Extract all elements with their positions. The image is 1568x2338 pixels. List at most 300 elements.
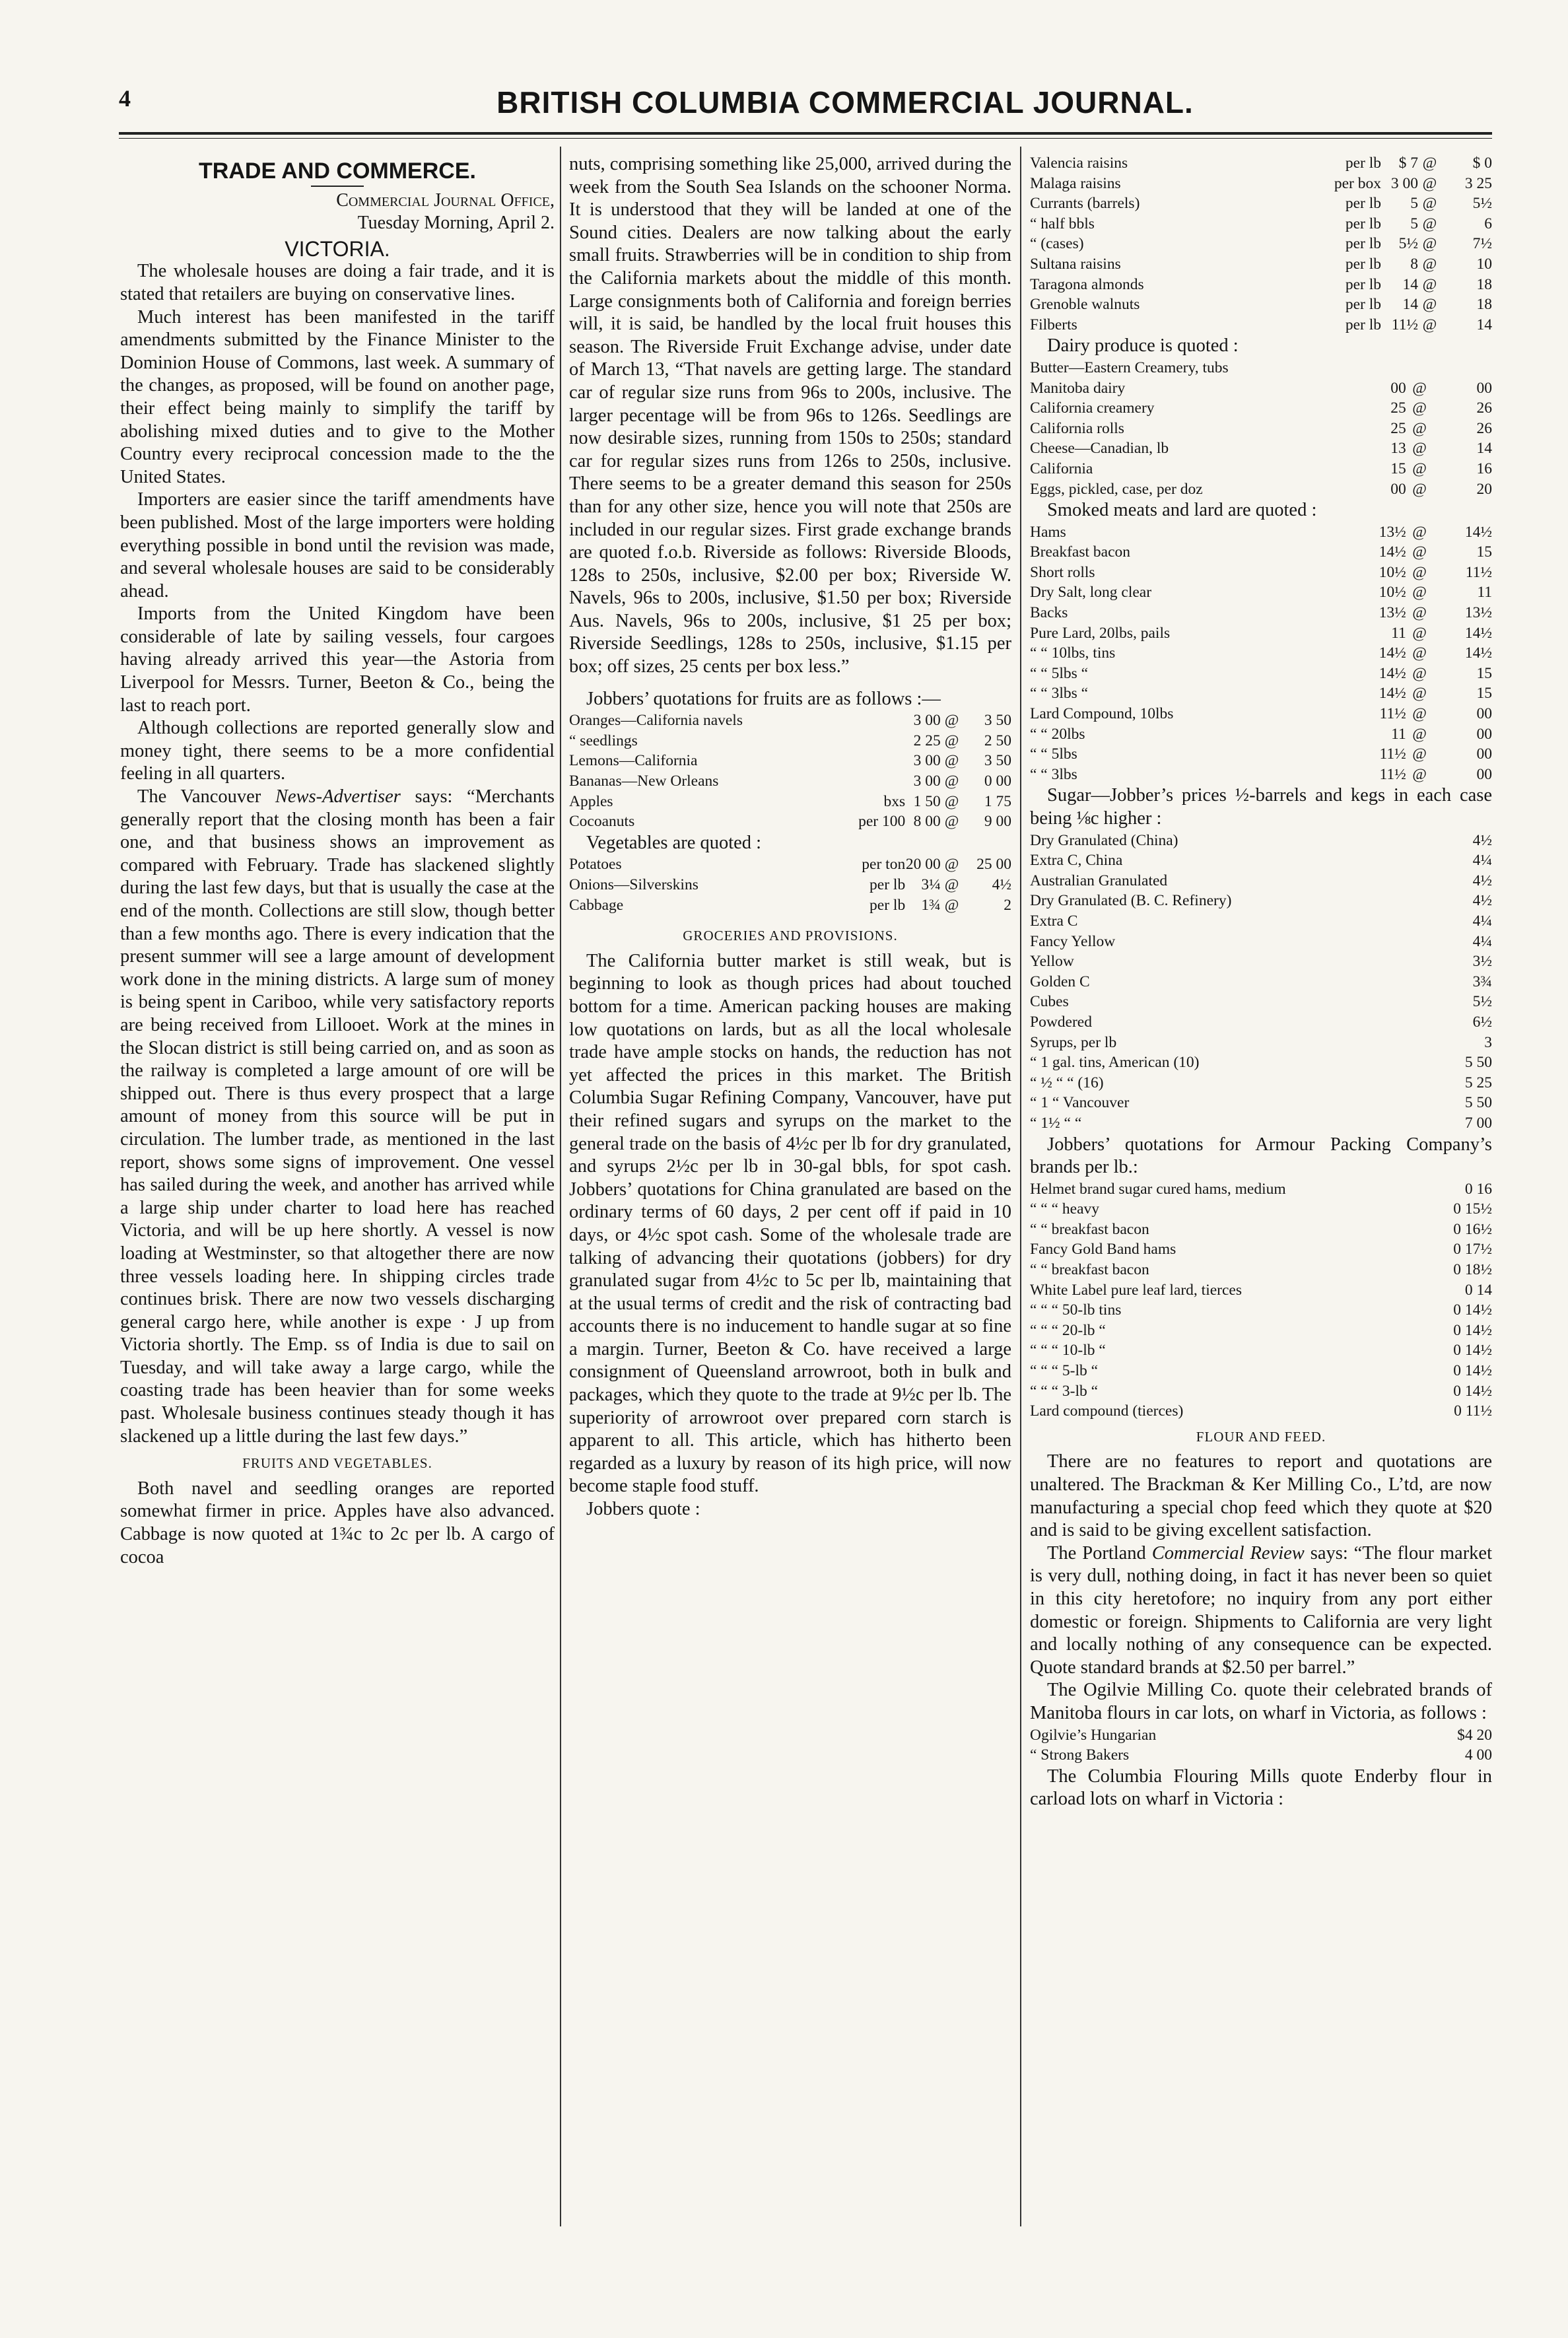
unit	[843, 710, 905, 731]
item-name: Lard compound (tierces)	[1030, 1402, 1184, 1420]
price-row	[1030, 1052, 1492, 1073]
price: 0 14½	[1453, 1321, 1492, 1339]
price-row	[1030, 951, 1492, 972]
ogilvie-table	[1030, 1725, 1492, 1766]
high-price: 5½	[1472, 195, 1492, 213]
item-name: Potatoes	[569, 856, 622, 874]
price: 0 15½	[1453, 1200, 1492, 1218]
price-row	[569, 792, 1011, 812]
price: 5½	[1472, 993, 1492, 1011]
at-sign: @	[1412, 440, 1427, 458]
price-row	[1030, 603, 1492, 623]
item-name: Short rolls	[1030, 563, 1095, 581]
low-price: $ 7	[1398, 155, 1418, 172]
high-price: 3 25	[1464, 174, 1492, 192]
item-name: Onions—Silverskins	[569, 876, 699, 893]
price: 7 00	[1464, 1114, 1492, 1132]
journal-title: BRITISH COLUMBIA COMMERCIAL JOURNAL.	[496, 85, 1194, 120]
price: 4¼	[1472, 932, 1492, 950]
low-price: 25	[1390, 399, 1406, 417]
at-sign: @	[1422, 195, 1437, 213]
at-sign: @	[1412, 604, 1427, 622]
groceries-heading: GROCERIES AND PROVISIONS.	[683, 928, 898, 944]
item-name: Pure Lard, 20lbs, pails	[1030, 624, 1171, 642]
at-sign: @	[1412, 624, 1427, 642]
item-name: “ “ “ 5-lb “	[1030, 1362, 1099, 1380]
at-sign: @	[1412, 379, 1427, 397]
price: 3	[1484, 1033, 1492, 1051]
high-price: 4½	[992, 876, 1011, 893]
smoked-lead: Smoked meats and lard are quoted :	[1047, 500, 1317, 521]
at-sign: @	[944, 813, 959, 831]
price-row	[1030, 378, 1492, 399]
price-row	[1030, 398, 1492, 419]
price-row	[1030, 744, 1492, 765]
price: 4¼	[1472, 852, 1492, 870]
item-name: Fancy Yellow	[1030, 932, 1116, 950]
low-price: 11½	[1379, 765, 1406, 783]
price-row	[1030, 623, 1492, 644]
item-name: “ 1 gal. tins, American (10)	[1030, 1054, 1200, 1072]
price-row	[1030, 294, 1492, 315]
paragraph: nuts, comprising something like 25,000, arrived during the week from the South Sea Islands on the schooner Norma. It is understood that they will be landed at one of the Sound cities. Dealers are now talking about the early small fruits. Strawberries will be in condition to ship from the California markets about the middle of this month. Large consignments both of California and foreign berries will, it is said, be handled by the local fruit houses this season. The Riverside Fruit Exchange advise, under date of March 13, “That navels are getting large. The standard car of regular size runs from 96s to 200s, inclusive. The larger pecentage will be from 96s to 126s. Seedlings are now desirable sizes, running from 150s to 250s; standard car for regular sizes runs from 126s to 250s, inclusive. There seems to be a greater demand this season for 250s than for any other size, hence you will note that 250s are included in our regular sizes. First grade exchange brands are quoted f.o.b. Riverside as follows: Riverside Bloods, 128s to 250s, inclusive, $2.00 per box; Riverside W. Navels, 96s to 200s, inclusive, $1.50 per box; Riverside Aus. Navels, 96s to 200s, inclusive, $1 25 per box; Riverside Seedlings, 128s to 250s, inclusive, $1.15 per box; off sizes, 25 cents per box less.”	[569, 154, 1011, 677]
high-price: 00	[1476, 765, 1492, 783]
at-sign: @	[1412, 664, 1427, 682]
high-price: 14½	[1464, 644, 1492, 662]
item-name: “ “ 10lbs, tins	[1030, 644, 1116, 662]
smoked-meats-table	[1030, 522, 1492, 785]
price-row	[1030, 1093, 1492, 1113]
low-price: 10½	[1379, 563, 1406, 581]
price: 4½	[1472, 831, 1492, 849]
price-row	[1030, 214, 1492, 234]
item-name: Butter—Eastern Creamery, tubs	[1030, 359, 1229, 376]
item-name: Taragona almonds	[1030, 275, 1144, 293]
price-row	[1030, 254, 1492, 275]
item-name: “ “ “ 20-lb “	[1030, 1321, 1106, 1339]
high-price: 16	[1476, 460, 1492, 477]
veg-quote-lead: Vegetables are quoted :	[586, 832, 762, 853]
paragraph: The Portland Commercial Review says: “The flour market is very dull, nothing doing, in fact it has never been so quiet in this city heretofore; no inquiry from any port either domestic or foreign. Shipments to California are very light and locally nothing of any consequence can be expected. Quote standard brands at $2.50 per barrel.”	[1030, 1542, 1493, 1678]
high-price: 3 50	[984, 752, 1011, 770]
dairy-lead: Dairy produce is quoted :	[1047, 335, 1239, 357]
item-name: Helmet brand sugar cured hams, medium	[1030, 1180, 1286, 1198]
price-row	[1030, 1381, 1492, 1402]
price-row	[1030, 664, 1492, 684]
price-row	[1030, 932, 1492, 952]
unit: per lb	[869, 876, 906, 893]
item-name: Breakfast bacon	[1030, 543, 1131, 561]
low-price: 20 00	[905, 856, 941, 874]
low-price: 14½	[1379, 543, 1406, 561]
low-price: 15	[1390, 460, 1406, 477]
price-row	[1030, 1361, 1492, 1381]
item-name: Sultana raisins	[1030, 255, 1121, 273]
item-name: Yellow	[1030, 953, 1074, 971]
item-name: White Label pure leaf lard, tierces	[1030, 1281, 1242, 1299]
item-name: Australian Granulated	[1030, 872, 1168, 889]
fruit-price-table	[569, 710, 1011, 832]
item-name: “ “ 5lbs	[1030, 745, 1077, 763]
price: 0 14	[1464, 1281, 1492, 1299]
high-price: 15	[1476, 685, 1492, 703]
price: 4½	[1472, 892, 1492, 910]
price-row	[1030, 358, 1492, 378]
price-row	[569, 710, 1011, 731]
price-row	[1030, 1321, 1492, 1341]
at-sign: @	[1412, 460, 1427, 477]
item-name: Malaga raisins	[1030, 174, 1121, 192]
item-name: Golden C	[1030, 973, 1090, 990]
price-row	[1030, 459, 1492, 479]
item-name: California rolls	[1030, 419, 1124, 437]
item-name: Ogilvie’s Hungarian	[1030, 1726, 1157, 1744]
price: 6½	[1472, 1013, 1492, 1031]
item-name: Extra C	[1030, 912, 1078, 930]
item-name: “ “ “ 10-lb “	[1030, 1342, 1106, 1359]
high-price: 0 00	[984, 773, 1011, 790]
item-name: Backs	[1030, 604, 1068, 622]
unit: per 100	[858, 813, 906, 831]
low-price: 3 00	[913, 712, 941, 730]
at-sign: @	[1422, 155, 1437, 172]
high-price: 14½	[1464, 624, 1492, 642]
price-row	[1030, 1239, 1492, 1260]
low-price: 14½	[1379, 664, 1406, 682]
date-line: Tuesday Morning, April 2.	[357, 213, 555, 234]
low-price: 8 00	[913, 813, 941, 831]
at-sign: @	[1412, 685, 1427, 703]
low-price: 00	[1390, 480, 1406, 498]
low-price: 8	[1410, 255, 1418, 273]
high-price: 14	[1476, 440, 1492, 458]
price-row	[1030, 563, 1492, 583]
paragraph: Much interest has been manifested in the tariff amendments submitted by the Finance Minister to the Dominion House of Commons, last week. A summary of the changes, as proposed, will be found on another page, their effect being mainly to simplify the tariff by abolishing mixed duties and to give to the Mother Country every reciprocal concession made to the the United States.	[120, 306, 555, 487]
item-name: Dry Granulated (China)	[1030, 831, 1178, 849]
paragraph: There are no features to report and quotations are unaltered. The Brackman & Ker Milling Co., L’td, are now manufacturing a special chop feed which they quote at $20 and is said to be giving excellent satisfaction.	[1030, 1451, 1492, 1541]
price: 0 18½	[1453, 1261, 1492, 1279]
price-row	[569, 751, 1011, 771]
price-row	[569, 895, 1011, 916]
price: 4 00	[1464, 1746, 1492, 1764]
high-price: 15	[1476, 543, 1492, 561]
item-name: “ Strong Bakers	[1030, 1746, 1130, 1764]
price-row	[1030, 1179, 1492, 1200]
price-row	[1030, 724, 1492, 745]
armour-table	[1030, 1179, 1492, 1422]
low-price: 11	[1391, 725, 1406, 743]
paragraph: The California butter market is still weak, but is beginning to look as though prices had about touched bottom for a time. American packing houses are making low quotations on lards, but as all the local wholesale trade have ample stocks on hands, the reduction has not yet affected the prices in this market. The British Columbia Sugar Refining Company, Vancouver, have put their refined sugars and syrups on the market to the general trade on the basis of 4½c per lb for dry granulated, and syrups 2½c per lb in 30-gal bbls, for spot cash. Jobbers’ quotations for China granulated are based on the ordinary terms of 60 days, 2 per cent off if paid in 10 days, or 4½c spot cash. Some of the wholesale trade are talking of advancing their quotations (jobbers) for dry granulated sugar from 4½c to 5c per lb, maintaining that at the usual terms of credit and the risk of contracting bad accounts there is no inducement to handle sugar at so fine a margin. Turner, Beeton & Co. have received a large consignment of Queensland arrowroot, both in bulk and packages, which they quote to the trade at 9½c per lb. The superiority of arrowroot over prepared corn starch is apparent to all. This article, which has hitherto been regarded as a luxury by reason of its high price, will now become staple food stuff.	[569, 950, 1011, 1497]
at-sign: @	[1412, 584, 1427, 602]
item-name: Bananas—New Orleans	[569, 773, 719, 790]
item-name: “ “ breakfast bacon	[1030, 1261, 1149, 1279]
high-price: 14	[1476, 316, 1492, 333]
low-price: 5	[1410, 195, 1418, 213]
high-price: 1 75	[984, 792, 1011, 810]
item-name: Apples	[569, 792, 613, 810]
column-2	[569, 153, 1011, 1521]
dairy-table	[1030, 358, 1492, 499]
item-name: Manitoba dairy	[1030, 379, 1126, 397]
at-sign: @	[1422, 296, 1437, 314]
price-row	[569, 875, 1011, 895]
price-row	[1030, 522, 1492, 543]
header-rule-thin	[119, 138, 1492, 139]
price-row	[1030, 850, 1492, 871]
price: 0 14½	[1453, 1301, 1492, 1319]
price-row	[569, 854, 1011, 875]
item-name: Lemons—California	[569, 752, 698, 770]
price-row	[1030, 871, 1492, 891]
column-3	[1030, 153, 1492, 1811]
high-price: 6	[1484, 215, 1492, 232]
low-price: 11½	[1379, 705, 1406, 723]
item-name: “ “ “ 3-lb “	[1030, 1382, 1099, 1400]
office-line: Commercial Journal Office,	[336, 189, 555, 211]
high-price: 7½	[1472, 235, 1492, 253]
price-row	[1030, 193, 1492, 214]
unit: per ton	[862, 856, 906, 874]
at-sign: @	[944, 896, 959, 914]
high-price: 2	[1004, 896, 1011, 914]
heading-rule	[311, 186, 364, 187]
price-row	[1030, 1199, 1492, 1220]
item-name: Eggs, pickled, case, per doz	[1030, 480, 1203, 498]
item-name: Syrups, per lb	[1030, 1033, 1117, 1051]
at-sign: @	[1412, 563, 1427, 581]
unit: per lb	[1345, 275, 1381, 293]
price-row	[1030, 419, 1492, 439]
price-row	[1030, 582, 1492, 603]
low-price: 13	[1390, 440, 1406, 458]
paragraph: The Columbia Flouring Mills quote Enderby flour in carload lots on wharf in Victoria :	[1030, 1766, 1492, 1810]
dried-fruit-table	[1030, 153, 1492, 335]
price-row	[1030, 1745, 1492, 1766]
item-name: “ “ “ heavy	[1030, 1200, 1100, 1218]
price-row	[1030, 831, 1492, 851]
low-price: 1 50	[913, 792, 941, 810]
price-row	[1030, 1033, 1492, 1053]
high-price: 11½	[1465, 563, 1492, 581]
column-divider	[1020, 147, 1021, 2226]
low-price: 3 00	[913, 752, 941, 770]
unit: per lb	[1345, 255, 1381, 273]
at-sign	[1406, 358, 1433, 378]
high-price: $ 0	[1472, 155, 1492, 172]
item-name: “ “ “ 50-lb tins	[1030, 1301, 1122, 1319]
price-row	[1030, 1300, 1492, 1321]
price-row	[1030, 704, 1492, 724]
item-name: Powdered	[1030, 1013, 1092, 1031]
item-name: “ (cases)	[1030, 235, 1084, 253]
item-name: Oranges—California navels	[569, 712, 743, 730]
armour-lead: Jobbers’ quotations for Armour Packing Company’s brands per lb.:	[1030, 1134, 1492, 1178]
unit: per lb	[869, 896, 906, 914]
at-sign: @	[944, 876, 959, 893]
at-sign: @	[1412, 419, 1427, 437]
high-price: 00	[1476, 379, 1492, 397]
item-name: Cheese—Canadian, lb	[1030, 440, 1169, 458]
item-name: “ “ breakfast bacon	[1030, 1220, 1149, 1238]
high-price: 10	[1476, 255, 1492, 273]
unit: bxs	[883, 792, 906, 810]
item-name: Extra C, China	[1030, 852, 1123, 870]
price-row	[1030, 1220, 1492, 1240]
at-sign: @	[1412, 480, 1427, 498]
item-name: “ “ 3lbs “	[1030, 685, 1089, 703]
flour-heading: FLOUR AND FEED.	[1196, 1428, 1326, 1445]
price-row	[1030, 1340, 1492, 1361]
low-price: 11	[1391, 624, 1406, 642]
low-price: 3¼	[921, 876, 941, 893]
price-row	[1030, 683, 1492, 704]
paragraph: The Ogilvie Milling Co. quote their celebrated brands of Manitoba flours in car lots, on wharf in Victoria, as follows :	[1030, 1680, 1492, 1723]
high-price: 26	[1476, 419, 1492, 437]
price: 3¾	[1472, 973, 1492, 990]
page-number: 4	[119, 85, 131, 112]
at-sign: @	[944, 773, 959, 790]
at-sign: @	[1412, 765, 1427, 783]
price: 4¼	[1472, 912, 1492, 930]
unit: per lb	[1345, 215, 1381, 232]
paragraph: Imports from the United Kingdom have been considerable of late by sailing vessels, four cargoes having already arrived this year—the Astoria from Liverpool for Messrs. Turner, Beeton & Co., being the last to reach port.	[120, 603, 555, 716]
item-name: Grenoble walnuts	[1030, 296, 1140, 314]
item-name: Fancy Gold Band hams	[1030, 1241, 1176, 1258]
price-row	[1030, 1725, 1492, 1746]
at-sign: @	[944, 856, 959, 874]
low-price: 11½	[1391, 316, 1418, 333]
item-name: “ “ 20lbs	[1030, 725, 1085, 743]
price-row	[569, 731, 1011, 751]
price-row	[1030, 1113, 1492, 1134]
unit	[843, 731, 905, 751]
item-name: “ 1½ “ “	[1030, 1114, 1082, 1132]
high-price: 25 00	[976, 856, 1011, 874]
low-price: 3 00	[913, 773, 941, 790]
price-row	[1030, 275, 1492, 295]
sugar-lead: Sugar—Jobber’s prices ½-barrels and kegs in each case being ⅛c higher :	[1030, 785, 1492, 829]
price-row	[1030, 972, 1492, 992]
price: 4½	[1472, 872, 1492, 889]
at-sign: @	[1412, 745, 1427, 763]
at-sign: @	[944, 712, 959, 730]
unit: per lb	[1345, 155, 1381, 172]
column-1	[120, 153, 555, 1569]
paragraph: Jobbers quote :	[586, 1499, 700, 1520]
price: 5 50	[1464, 1094, 1492, 1112]
at-sign: @	[1412, 543, 1427, 561]
price-row	[1030, 542, 1492, 563]
high-price: 13½	[1464, 604, 1492, 622]
high-price: 14½	[1464, 523, 1492, 541]
price-row	[1030, 1012, 1492, 1033]
low-price: 5½	[1398, 235, 1418, 253]
item-name: “ ½ “ “ (16)	[1030, 1074, 1104, 1091]
price-row	[569, 811, 1011, 832]
low-price	[1363, 358, 1406, 378]
at-sign: @	[944, 792, 959, 810]
header-rule	[119, 132, 1492, 135]
vegetable-price-table	[569, 854, 1011, 915]
item-name: Valencia raisins	[1030, 155, 1128, 172]
unit: per box	[1334, 174, 1381, 192]
at-sign: @	[1412, 523, 1427, 541]
item-name: “ seedlings	[569, 732, 638, 749]
price-row	[1030, 1260, 1492, 1280]
at-sign: @	[1422, 316, 1437, 333]
price: 0 14½	[1453, 1342, 1492, 1359]
price: 0 16½	[1453, 1220, 1492, 1238]
low-price: 14	[1402, 275, 1418, 293]
item-name: Dry Granulated (B. C. Refinery)	[1030, 892, 1232, 910]
item-name: California	[1030, 460, 1093, 477]
price-row	[1030, 643, 1492, 664]
at-sign: @	[1412, 705, 1427, 723]
high-price: 00	[1476, 725, 1492, 743]
low-price: 14½	[1379, 685, 1406, 703]
item-name: Hams	[1030, 523, 1066, 541]
low-price: 00	[1390, 379, 1406, 397]
unit: per lb	[1345, 195, 1381, 213]
item-name: California creamery	[1030, 399, 1155, 417]
low-price: 14½	[1379, 644, 1406, 662]
at-sign: @	[1422, 275, 1437, 293]
price-row	[1030, 1280, 1492, 1301]
price-row	[1030, 153, 1492, 174]
city-subhead: VICTORIA.	[285, 236, 390, 261]
high-price: 20	[1476, 480, 1492, 498]
at-sign: @	[1422, 215, 1437, 232]
item-name: Cocoanuts	[569, 813, 635, 831]
at-sign: @	[1422, 174, 1437, 192]
item-name: Cubes	[1030, 993, 1069, 1011]
price-row	[569, 771, 1011, 792]
high-price: 2 50	[984, 732, 1011, 749]
price-row	[1030, 234, 1492, 254]
price-row	[1030, 174, 1492, 194]
price: $4 20	[1457, 1726, 1492, 1744]
high-price: 00	[1476, 705, 1492, 723]
item-name: “ “ 5lbs “	[1030, 664, 1089, 682]
at-sign: @	[1412, 399, 1427, 417]
paragraph: Both navel and seedling oranges are reported somewhat firmer in price. Apples have also advanced. Cabbage is now quoted at 1¾c to 2c per lb. A cargo of cocoa	[120, 1478, 555, 1567]
at-sign: @	[944, 752, 959, 770]
high-price: 26	[1476, 399, 1492, 417]
item-name: Filberts	[1030, 316, 1077, 333]
price-row	[1030, 765, 1492, 785]
low-price: 13½	[1379, 523, 1406, 541]
unit	[843, 771, 905, 792]
price: 0 16	[1464, 1180, 1492, 1198]
price-row	[1030, 891, 1492, 911]
at-sign: @	[944, 732, 959, 749]
low-price: 1¾	[921, 896, 941, 914]
at-sign: @	[1412, 725, 1427, 743]
high-price: 00	[1476, 745, 1492, 763]
low-price: 3 00	[1390, 174, 1418, 192]
price-row	[1030, 479, 1492, 500]
at-sign: @	[1422, 255, 1437, 273]
high-price: 18	[1476, 275, 1492, 293]
low-price: 14	[1402, 296, 1418, 314]
price-row	[1030, 911, 1492, 932]
high-price	[1433, 358, 1492, 378]
price: 0 14½	[1453, 1362, 1492, 1380]
price: 0 17½	[1453, 1241, 1492, 1258]
item-name: “ 1 “ Vancouver	[1030, 1094, 1130, 1112]
price-row	[1030, 1073, 1492, 1093]
low-price: 10½	[1379, 584, 1406, 602]
